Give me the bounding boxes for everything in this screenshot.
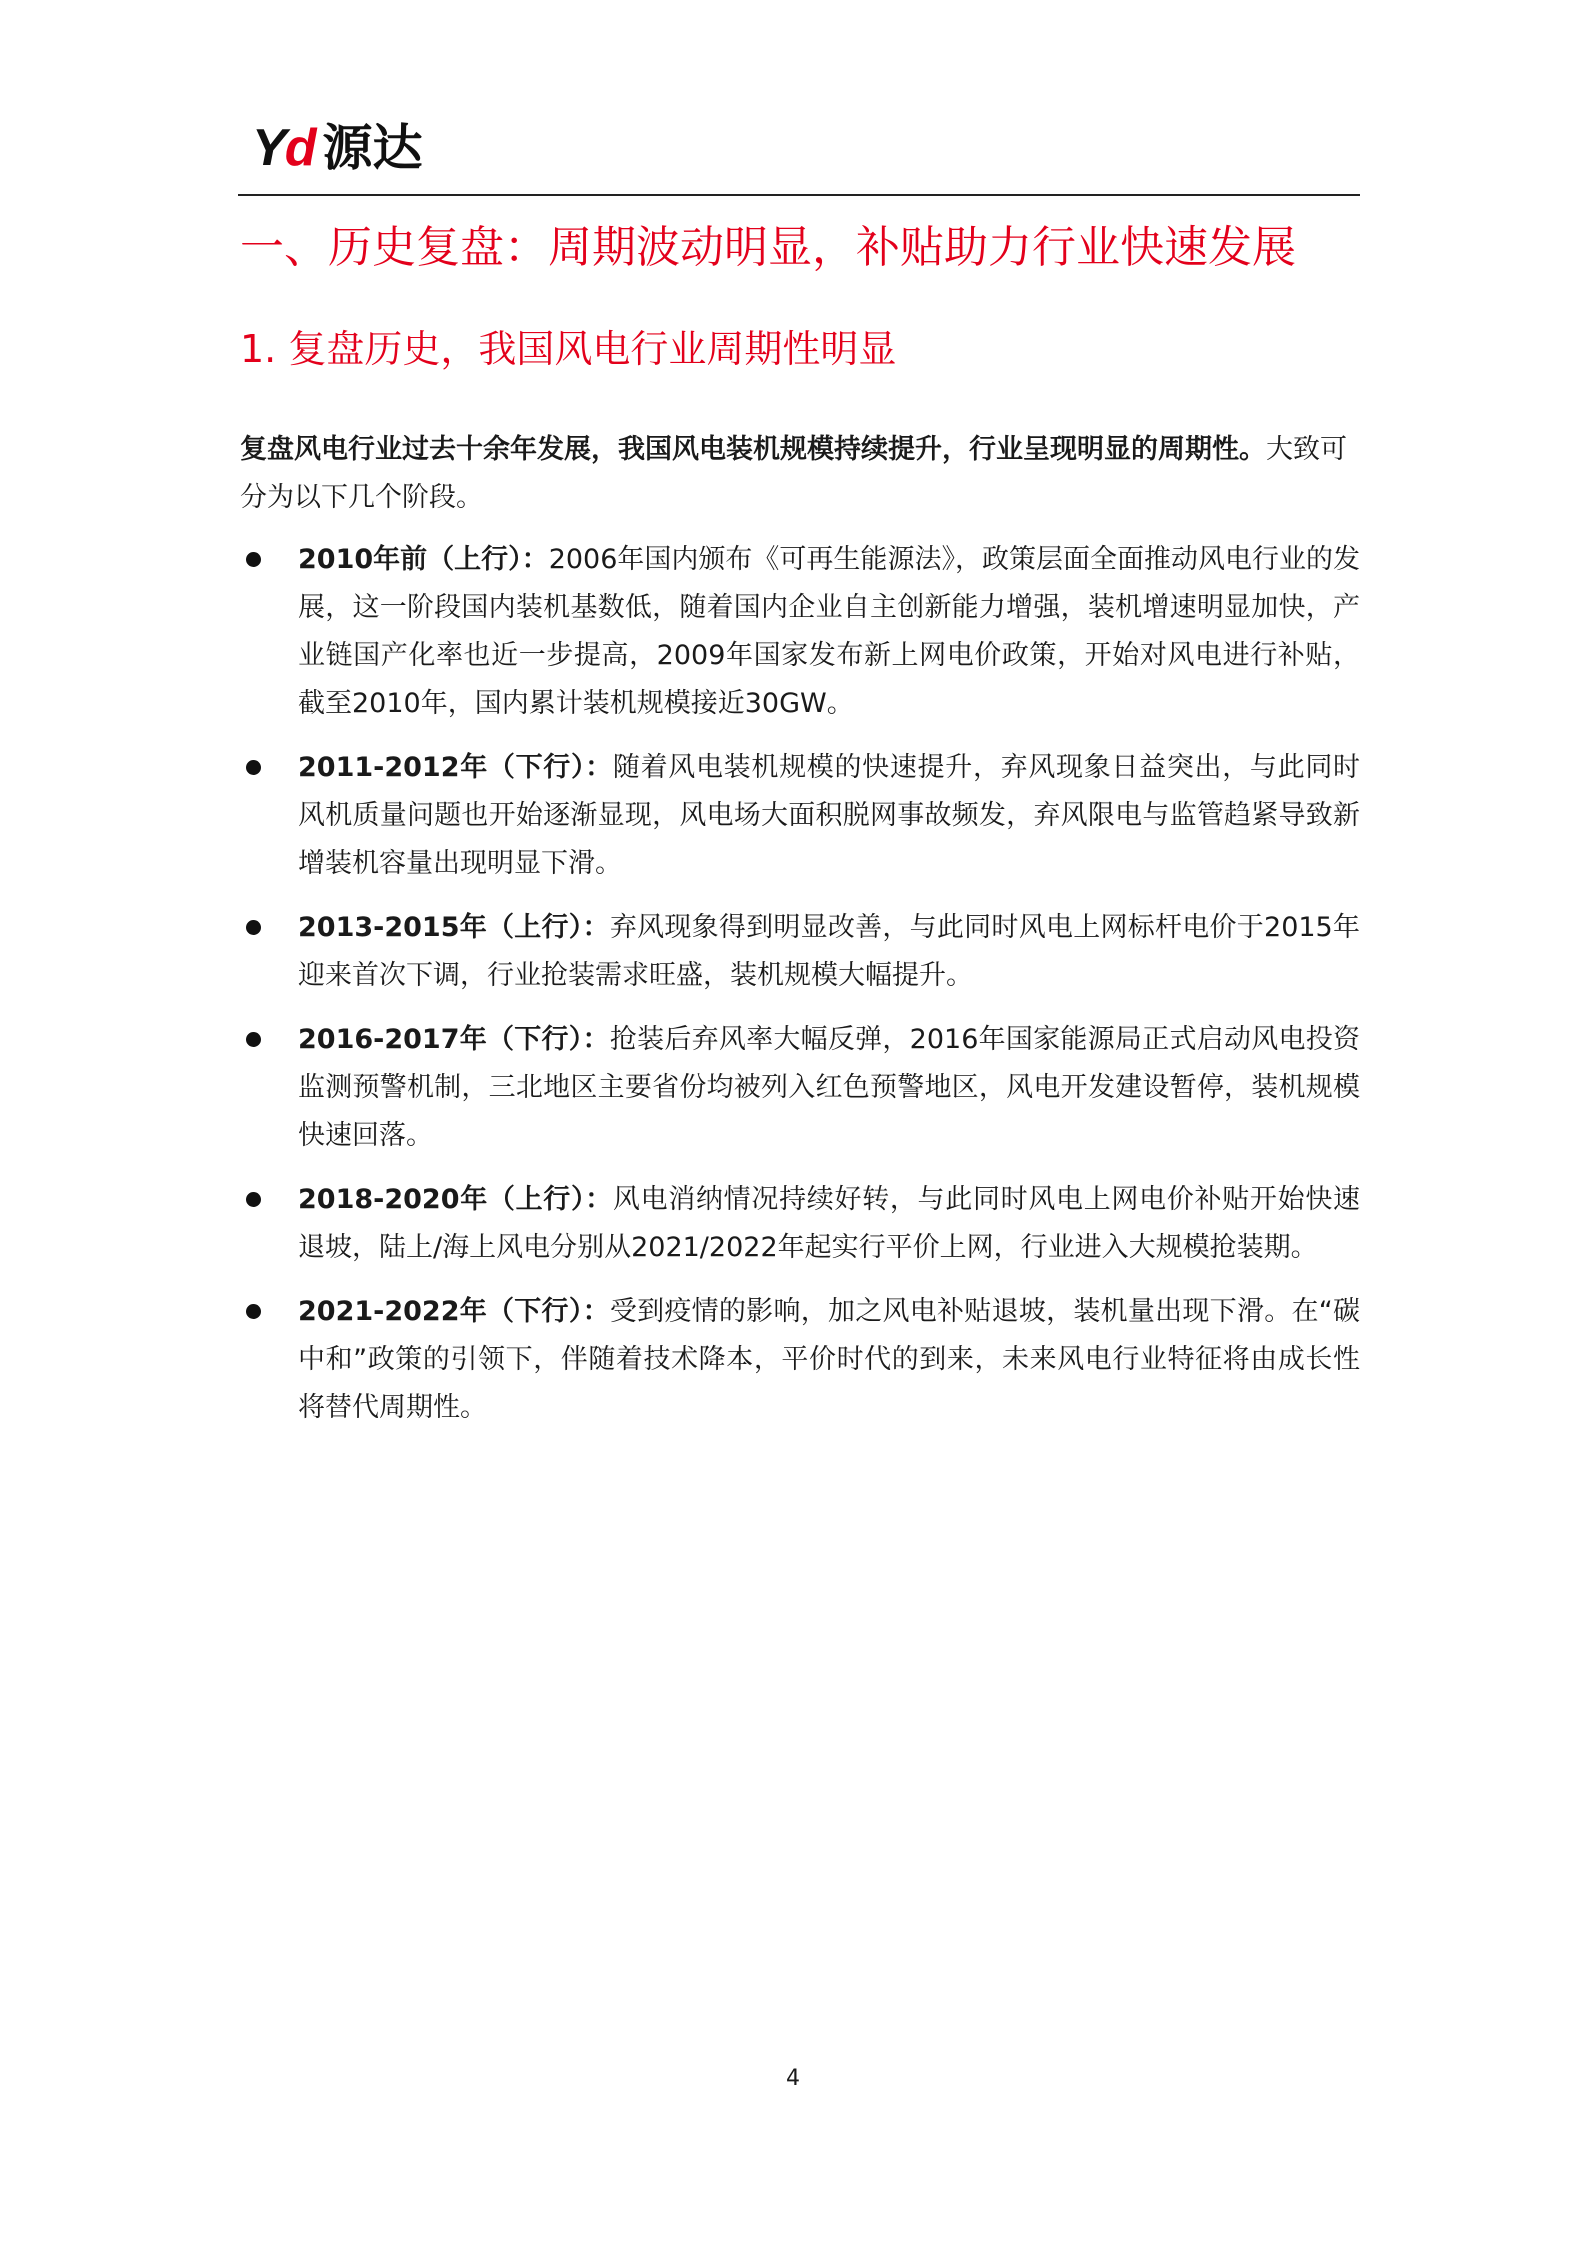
bullet-icon [246,920,261,935]
page-header [238,118,1360,196]
list-item-label: 2021-2022年（下行）： [298,1296,610,1327]
bullet-icon [246,1192,261,1207]
list-item-text: 2006年国内颁布《可再生能源法》，政策层面全面推动风电行业的发展，这一阶段国内装机基数低，随着国内企业自主创新能力增强，装机增速明显加快，产业链国产化率也近一步提高，2009年国家发布新上网电价政策，开始对风电进行补贴，截至2010年，国内累计装机规模接近30GW。 [298,544,1360,719]
list-item-label: 2010年前（上行）： [298,544,549,575]
intro-paragraph [240,426,1360,522]
intro-rest: 大致可分为以下几个阶段。 [240,434,1347,513]
bullet-icon [246,1032,261,1047]
company-logo [252,118,422,178]
list-item [240,1176,1360,1272]
list-item-text: 随着风电装机规模的快速提升，弃风现象日益突出，与此同时风机质量问题也开始逐渐显现，风电场大面积脱网事故频发，弃风限电与监管趋紧导致新增装机容量出现明显下滑。 [298,752,1361,879]
list-item [240,536,1360,728]
list-item-label: 2011-2012年（下行）： [298,752,613,783]
bullet-icon [246,1304,261,1319]
list-item-text: 弃风现象得到明显改善，与此同时风电上网标杆电价于2015年迎来首次下调，行业抢装需求旺盛，装机规模大幅提升。 [298,912,1360,991]
section-title: 一、历史复盘：周期波动明显，补贴助力行业快速发展 [240,222,1296,273]
list-item [240,744,1360,888]
subsection-title: 1. 复盘历史，我国风电行业周期性明显 [240,327,897,371]
intro-bold: 复盘风电行业过去十余年发展，我国风电装机规模持续提升，行业呈现明显的周期性。 [240,434,1266,465]
phase-list [240,536,1360,1448]
list-item-text: 风电消纳情况持续好转，与此同时风电上网电价补贴开始快速退坡，陆上/海上风电分别从2021/2022年起实行平价上网，行业进入大规模抢装期。 [298,1184,1361,1263]
logo-text: 源达 [322,119,423,177]
bullet-icon [246,552,261,567]
logo-mark: Yd [252,119,315,177]
list-item-text: 抢装后弃风率大幅反弹，2016年国家能源局正式启动风电投资监测预警机制，三北地区主要省份均被列入红色预警地区，风电开发建设暂停，装机规模快速回落。 [298,1024,1360,1151]
list-item [240,1016,1360,1160]
list-item-label: 2018-2020年（上行）： [298,1184,613,1215]
list-item-label: 2013-2015年（上行）： [298,912,610,943]
list-item-text: 受到疫情的影响，加之风电补贴退坡，装机量出现下滑。在“碳中和”政策的引领下，伴随着技术降本，平价时代的到来，未来风电行业特征将由成长性将替代周期性。 [298,1296,1360,1423]
bullet-icon [246,760,261,775]
list-item [240,1288,1360,1432]
list-item [240,904,1360,1000]
page-number: 4 [786,2066,800,2091]
list-item-label: 2016-2017年（下行）： [298,1024,610,1055]
